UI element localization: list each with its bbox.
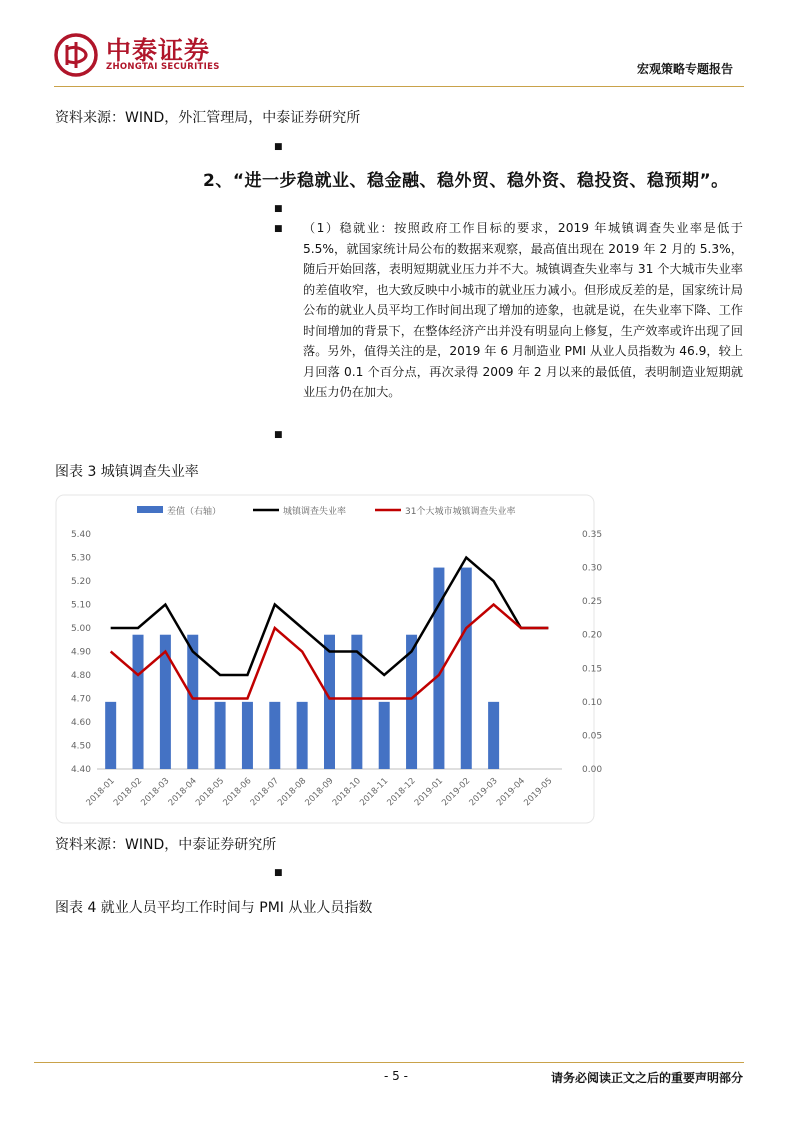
legend-label: 31个大城市城镇调查失业率	[405, 507, 516, 517]
y-left-tick-label: 4.90	[70, 647, 91, 658]
x-tick-label: 2018-04	[166, 776, 199, 809]
y-right-tick-label: 0.10	[582, 697, 603, 708]
bar-difference	[215, 702, 226, 769]
y-left-tick-label: 4.80	[70, 671, 91, 681]
x-tick-label: 2019-05	[522, 776, 555, 809]
y-right-tick-label: 0.00	[582, 765, 603, 775]
body-paragraph: （1）稳就业：按照政府工作目标的要求，2019 年城镇调查失业率是低于 5.5%，就国家统计局公布的数据来观察，最高值出现在 2019 年 2 月的 5.3%，随后开始回落，表明短期就业压力并不大。城镇调查失业率与 31 个大城市失业率的差值收窄，也大致反映中小城市的就业压力减小。但形成反差的是，国家统计局公布的就业人员平均工作时间出现了增加的迹象，也就是说，在失业率下降、工作时间增加的背景下，在整体经济产出并没有明显向上修复，生产效率或许出现了回落。另外，值得关注的是，2019 年 6 月制造业 PMI 从业人员指数为 46.9，较上月回落 0.1 个百分点，再次录得 2009 年 2 月以来的最低值，表明制造业短期就业压力仍在加大。	[303, 221, 743, 399]
y-right-tick-label: 0.25	[582, 597, 603, 608]
bullet-marker: ■	[274, 430, 283, 440]
y-left-tick-label: 4.60	[70, 718, 91, 728]
x-tick-label: 2018-05	[194, 776, 227, 809]
bar-difference	[324, 635, 335, 769]
x-tick-label: 2018-03	[139, 776, 172, 809]
y-left-tick-label: 5.30	[70, 553, 91, 564]
legend-label: 城镇调查失业率	[283, 507, 347, 517]
legend-swatch-bar	[137, 506, 163, 513]
bar-difference	[269, 702, 280, 769]
y-right-tick-label: 0.15	[582, 664, 603, 675]
bar-difference	[105, 702, 116, 769]
y-left-tick-label: 5.40	[70, 530, 91, 540]
bar-difference	[242, 702, 253, 769]
bar-difference	[488, 702, 499, 769]
y-left-tick-label: 5.20	[70, 577, 91, 587]
x-tick-label: 2018-12	[385, 776, 418, 809]
bullet-marker: ■	[274, 204, 283, 214]
x-tick-label: 2018-02	[111, 776, 145, 809]
x-tick-label: 2018-08	[276, 776, 309, 809]
logo-english-text: ZHONGTAI SECURITIES	[106, 62, 220, 72]
data-source-note: 资料来源：WIND，中泰证券研究所	[55, 837, 277, 853]
header-divider	[54, 86, 744, 87]
y-right-tick-label: 0.35	[582, 530, 603, 540]
data-source-note: 资料来源：WIND，外汇管理局，中泰证券研究所	[55, 110, 361, 126]
x-tick-label: 2018-11	[358, 776, 391, 809]
y-left-tick-label: 4.40	[70, 765, 91, 775]
y-left-tick-label: 4.50	[70, 741, 91, 752]
bar-difference	[461, 568, 472, 769]
legend-label: 差值（右轴）	[167, 507, 222, 517]
x-tick-label: 2019-03	[467, 776, 500, 809]
zhongtai-logo-icon	[54, 33, 98, 77]
bullet-marker: ■	[274, 868, 283, 878]
figure-title: 图表 4 就业人员平均工作时间与 PMI 从业人员指数	[55, 900, 373, 916]
company-logo	[54, 27, 254, 79]
x-tick-label: 2019-02	[440, 776, 473, 809]
figure-title: 图表 3 城镇调查失业率	[55, 464, 199, 480]
x-tick-label: 2018-01	[84, 776, 117, 809]
y-left-tick-label: 4.70	[70, 694, 91, 705]
y-left-tick-label: 5.10	[70, 600, 91, 611]
section-heading: 2、“进一步稳就业、稳金融、稳外贸、稳外资、稳投资、稳预期”。	[203, 171, 729, 191]
x-tick-label: 2019-01	[412, 776, 446, 809]
logo-chinese-text: 中泰证券	[106, 36, 211, 65]
x-tick-label: 2018-10	[330, 776, 363, 809]
x-tick-label: 2018-07	[248, 776, 281, 809]
bar-difference	[133, 635, 144, 769]
y-right-tick-label: 0.05	[582, 731, 603, 742]
x-tick-label: 2018-09	[303, 776, 336, 809]
bullet-marker: ■	[274, 224, 283, 234]
unemployment-rate-chart	[55, 494, 603, 824]
y-right-tick-label: 0.20	[582, 630, 603, 641]
x-tick-label: 2019-04	[494, 776, 528, 809]
y-right-tick-label: 0.30	[582, 563, 603, 574]
bar-difference	[379, 702, 390, 769]
page-number: - 5 -	[384, 1069, 408, 1083]
footer-divider	[34, 1062, 744, 1063]
bullet-marker: ■	[274, 142, 283, 152]
x-tick-label: 2018-06	[221, 776, 254, 809]
y-left-tick-label: 5.00	[70, 624, 91, 634]
disclaimer-note: 请务必阅读正文之后的重要声明部分	[550, 1071, 743, 1085]
bar-difference	[297, 702, 308, 769]
report-type: 宏观策略专题报告	[636, 62, 733, 76]
